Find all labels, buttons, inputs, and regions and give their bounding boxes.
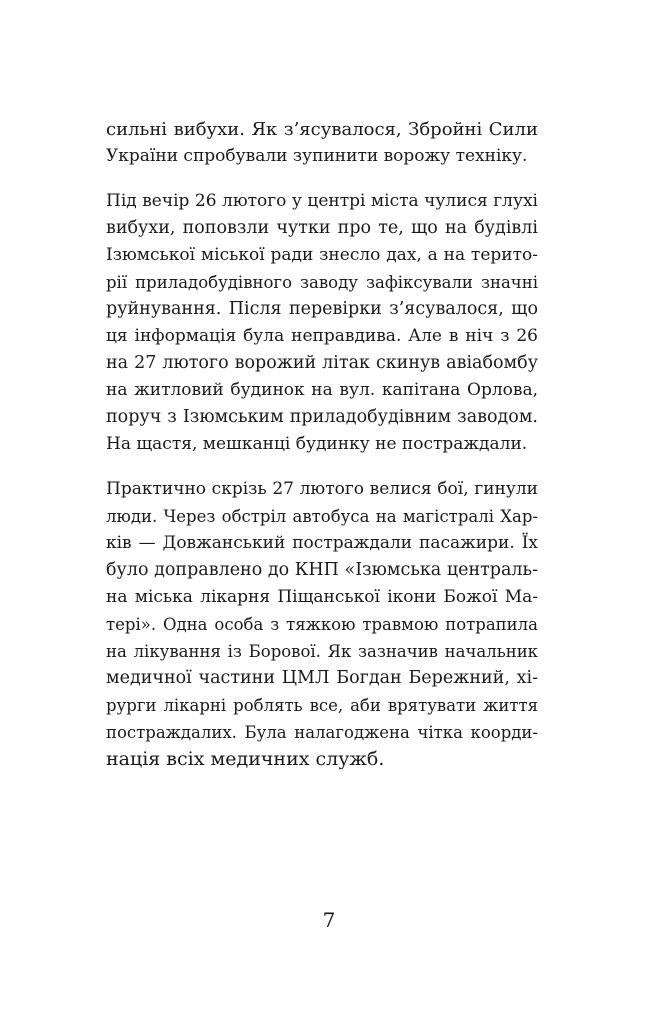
text-line: рії приладобудівного заводу зафіксували значні [106,273,538,292]
text-line: на житловий будинок на вул. капітана Орлова, [106,380,538,400]
text-line: ця інформація була неправдива. Але в ніч з 26 [106,326,538,346]
text-line: було доправлено до КНП «Ізюмська централь- [106,560,538,580]
text-line: люди. Через обстріл автобуса на магістралі Хар- [106,507,538,526]
text-line: медичної частини ЦМЛ Богдан Бережний, хі- [106,668,538,688]
text-line: Ізюмської міської ради знесло дах, а на терито- [106,245,538,265]
text-line: на лікування із Борової. Як зазначив начальник [106,642,538,661]
text-line: на 27 лютого ворожий літак скинув авіабомбу [106,353,538,373]
text-line: рурги лікарні роблять все, аби врятувати життя [106,696,538,715]
text-line: України спробували зупинити ворожу техніку. [106,146,528,166]
text-line: поруч з Ізюмським приладобудівним заводом. [106,407,538,427]
paragraph-1 [106,116,538,170]
page-number: 7 [322,908,336,932]
text-line: на міська лікарня Піщанської ікони Божої Ма- [106,587,538,607]
paragraph-2 [106,188,538,458]
text-line: вибухи, поповзли чутки про те, що на будівлі [106,218,538,238]
text-line: постраждалих. Була налагоджена чітка коорди- [106,723,538,742]
text-line: ків — Довжанський постраждали пасажири. Їх [106,533,538,553]
text-line: нація всіх медичних служб. [106,748,385,770]
text-line: сильні вибухи. Як з’ясувалося, Збройні Сили [106,119,538,140]
text-line: Практично скрізь 27 лютого велися бої, гинули [106,479,538,499]
page-body [106,116,538,791]
text-line: Під вечір 26 лютого у центрі міста чулися глухі [106,191,538,211]
paragraph-3 [106,476,538,773]
text-line: руйнування. Після перевірки з’ясувалося, що [106,299,538,319]
text-line: тері». Одна особа з тяжкою травмою потрапила [106,615,538,634]
text-line: На щастя, мешканці будинку не постраждали. [106,434,528,454]
